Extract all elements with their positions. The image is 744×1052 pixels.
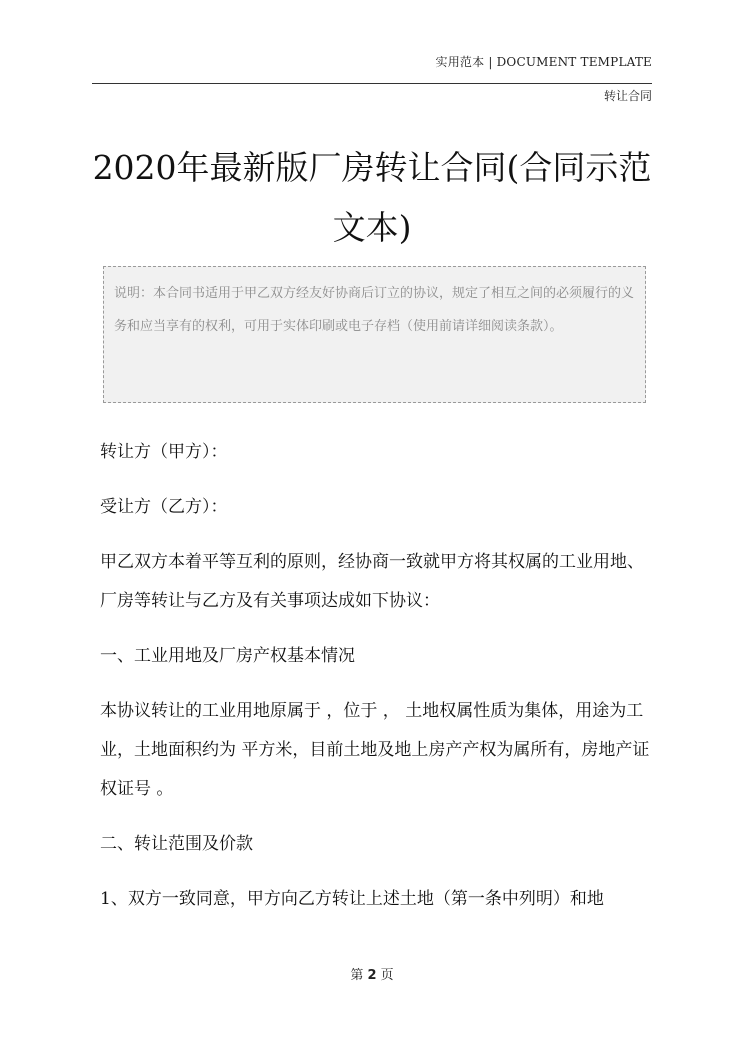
party-b-line: 受让方（乙方）： — [100, 497, 228, 517]
header-divider — [92, 83, 652, 84]
document-body — [100, 433, 655, 919]
party-a-line: 转让方（甲方）： — [100, 442, 228, 462]
document-title: 2020年最新版厂房转让合同(合同示范文本) — [92, 148, 652, 247]
page-number-value: 2 — [367, 968, 377, 983]
section-heading-1: 一、工业用地及厂房产权基本情况 — [100, 646, 355, 666]
preamble-paragraph: 甲乙双方本着平等互利的原则，经协商一致就甲方将其权属的工业用地、厂房等转让与乙方及有关事项达成如下协议： — [100, 552, 644, 611]
section-heading-2: 二、转让范围及价款 — [100, 834, 253, 854]
header-label: 实用范本 | DOCUMENT TEMPLATE — [435, 55, 652, 69]
page-prefix: 第 — [350, 968, 364, 983]
section-1-paragraph: 本协议转让的工业用地原属于 ，位于 ， 土地权属性质为集体，用途为工业，土地面积约为 平方米，目前土地及地上房产产权为属所有，房地产证权证号 。 — [100, 701, 650, 799]
clause-1-paragraph: 1、双方一致同意，甲方向乙方转让上述土地（第一条中列明）和地 — [100, 889, 604, 909]
page-suffix: 页 — [380, 968, 394, 983]
page-number — [0, 964, 744, 983]
notice-box: 说明：本合同书适用于甲乙双方经友好协商后订立的协议，规定了相互之间的必须履行的义务和应当享有的权利，可用于实体印刷或电子存档（使用前请详细阅读条款）。 — [103, 266, 646, 403]
header-category: 转让合同 — [603, 89, 652, 103]
